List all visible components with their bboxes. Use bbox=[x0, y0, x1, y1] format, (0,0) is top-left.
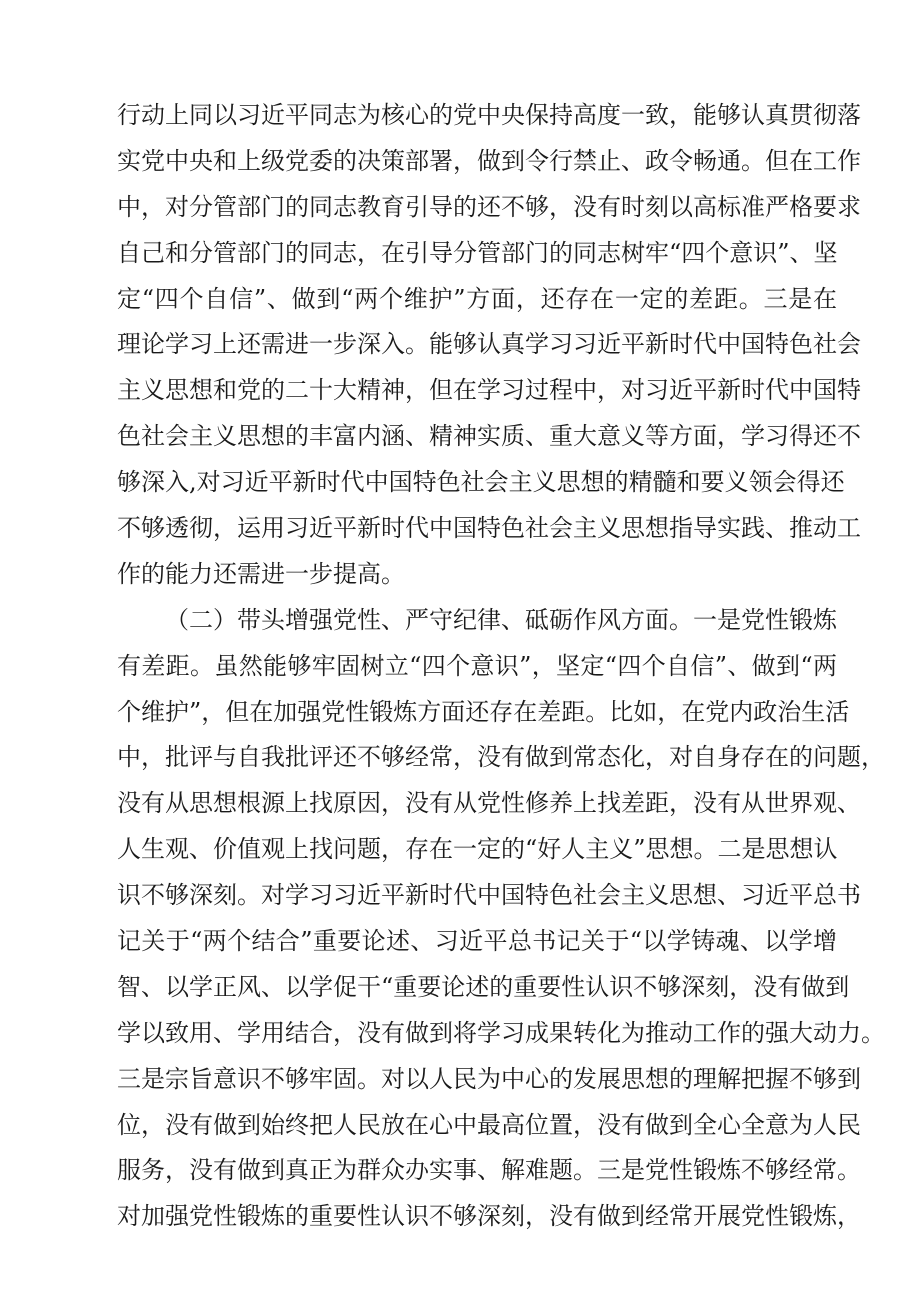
text-line-24: 服务，没有做到真正为群众办实事、解难题。三是党性锻炼不够经常。 bbox=[117, 1156, 861, 1184]
text-line-17: 人生观、价值观上找问题，存在一定的“好人主义”思想。二是思想认 bbox=[117, 835, 838, 863]
text-line-13: 有差距。虽然能够牢固树立“四个意识”，坚定“四个自信”、做到“两 bbox=[117, 652, 837, 680]
text-line-20: 智、以学正风、以学促干“重要论述的重要性认识不够深刻，没有做到 bbox=[117, 973, 850, 1001]
text-line-8: 色社会主义思想的丰富内涵、精神实质、重大意义等方面，学习得还不 bbox=[117, 422, 861, 450]
text-line-21: 学以致用、学用结合，没有做到将学习成果转化为推动工作的强大动力。 bbox=[117, 1019, 885, 1047]
text-line-11: 作的能力还需进一步提高。 bbox=[117, 560, 405, 588]
text-line-6: 理论学习上还需进一步深入。能够认真学习习近平新时代中国特色社会 bbox=[117, 330, 861, 358]
text-line-10: 不够透彻，运用习近平新时代中国特色社会主义思想指导实践、推动工 bbox=[117, 514, 861, 542]
text-line-19: 记关于“两个结合”重要论述、习近平总书记关于“以学铸魂、以学增 bbox=[117, 927, 837, 955]
text-line-22: 三是宗旨意识不够牢固。对以人民为中心的发展思想的理解把握不够到 bbox=[117, 1065, 861, 1093]
text-line-2: 实党中央和上级党委的决策部署，做到令行禁止、政令畅通。但在工作 bbox=[117, 147, 861, 175]
text-line-7: 主义思想和党的二十大精神，但在学习过程中，对习近平新时代中国特 bbox=[117, 376, 861, 404]
text-line-1: 行动上同以习近平同志为核心的党中央保持高度一致，能够认真贯彻落 bbox=[117, 101, 861, 129]
section-heading-line: （二）带头增强党性、严守纪律、砥砺作风方面。一是党性锻炼 bbox=[165, 606, 837, 634]
text-line-4: 自己和分管部门的同志，在引导分管部门的同志树牢“四个意识”、坚 bbox=[117, 239, 838, 267]
text-line-18: 识不够深刻。对学习习近平新时代中国特色社会主义思想、习近平总书 bbox=[117, 881, 861, 909]
text-line-16: 没有从思想根源上找原因，没有从党性修养上找差距，没有从世界观、 bbox=[117, 789, 861, 817]
text-line-9: 够深入,对习近平新时代中国特色社会主义思想的精髓和要义领会得还 bbox=[117, 468, 845, 496]
text-line-5: 定“四个自信”、做到“两个维护”方面，还存在一定的差距。三是在 bbox=[117, 285, 837, 313]
text-line-25: 对加强党性锻炼的重要性认识不够深刻，没有做到经常开展党性锻炼， bbox=[117, 1202, 861, 1230]
text-line-14: 个维护”，但在加强党性锻炼方面还存在差距。比如，在党内政治生活 bbox=[117, 698, 850, 726]
text-line-23: 位，没有做到始终把人民放在心中最高位置，没有做到全心全意为人民 bbox=[117, 1111, 861, 1139]
text-line-15: 中，批评与自我批评还不够经常，没有做到常态化，对自身存在的问题， bbox=[117, 743, 885, 771]
text-line-3: 中，对分管部门的同志教育引导的还不够，没有时刻以高标准严格要求 bbox=[117, 193, 861, 221]
